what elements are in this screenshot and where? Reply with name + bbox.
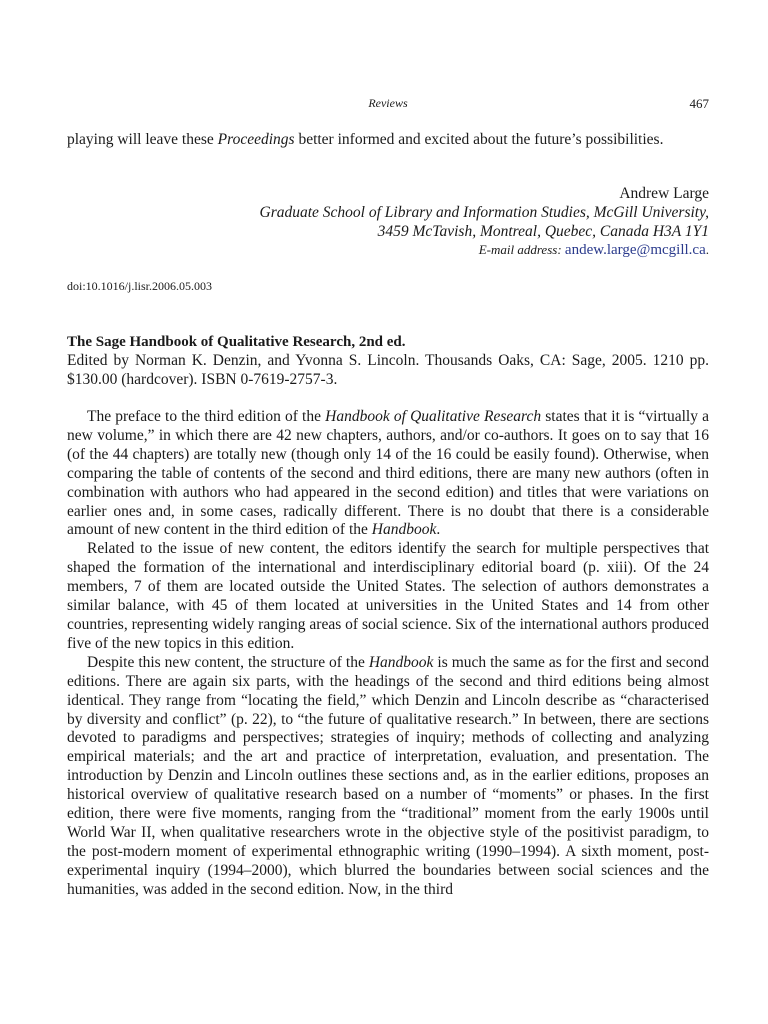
body-paragraph-2: Related to the issue of new content, the editors identify the search for multiple perspectives that shaped the formation of the international and interdisciplinary editorial board (p. xiii). Of the 24 members, 7 of them are located outside the United States. The selection of authors demonstrates a similar balance, with 45 of them located at universities in the United States and 14 from other countries, representing widely ranging areas of social science. Six of the international authors produced five of the new topics in this edition. (67, 540, 709, 652)
review-body (67, 408, 709, 900)
review-citation: Edited by Norman K. Denzin, and Yvonna S. Lincoln. Thousands Oaks, CA: Sage, 2005. 1210 pp. $130.00 (hardcover). ISBN 0-7619-2757-3. (67, 351, 709, 388)
journal-section-label: Reviews (368, 96, 408, 110)
italic-title: Handbook (371, 521, 437, 539)
reviewer-name: Andrew Large (619, 185, 709, 202)
text-run: is much the same as for the first and second editions. There are again six parts, with the headings of the second and third editions being almost identical. They range from “locating the field,” which Denzin and Lincoln describe as “characterised by diversity and conflict” (p. 22), to “the future of qualitative research.” In between, there are sections devoted to paradigms and perspectives; strategies of inquiry; methods of collecting and analyzing empirical materials; and the art and practice of interpretation, evaluation, and presentation. The introduction by Denzin and Lincoln outlines these sections and, as in the earlier editions, proposes an historical overview of qualitative research based on a number of “moments” or phases. In the first edition, there were five moments, ranging from the “traditional” moment from the early 1900s until World War II, when qualitative researchers wrote in the objective style of the positivist paradigm, to the post-modern moment of experimental ethnographic writing (1990–1994). A sixth moment, post-experimental inquiry (1994–2000), which blurred the boundaries between social sciences and the humanities, was added in the second edition. Now, in the third (67, 653, 709, 898)
email-link[interactable]: andew.large@mcgill.ca (564, 241, 706, 258)
reviewer-affiliation-line-1: Graduate School of Library and Information Studies, McGill University, (259, 203, 709, 221)
review-book-title: The Sage Handbook of Qualitative Research, 2nd ed. (67, 334, 406, 350)
carryover-italic: Proceedings (217, 131, 295, 148)
running-head (67, 96, 709, 112)
email-period: . (705, 241, 709, 257)
text-run: The preface to the third edition of the (87, 408, 326, 425)
page-number: 467 (689, 96, 709, 111)
review-header (67, 333, 709, 390)
carryover-paragraph (67, 131, 709, 150)
text-run: . (436, 521, 441, 539)
doi-line: doi:10.1016/j.lisr.2006.05.003 (67, 279, 213, 293)
email-label: E-mail address: (478, 241, 562, 257)
reviewer-signature (67, 185, 709, 258)
reviewer-affiliation-line-2: 3459 McTavish, Montreal, Quebec, Canada H3A 1Y1 (377, 222, 709, 240)
body-paragraph-3 (67, 654, 709, 900)
reviewer-email-line (67, 242, 709, 258)
body-paragraph-1 (67, 408, 709, 540)
text-run: Despite this new content, the structure of the (87, 653, 369, 671)
carryover-text-end: better informed and excited about the future’s possibilities. (294, 131, 664, 148)
italic-title: Handbook of Qualitative Research (325, 408, 542, 425)
carryover-text: playing will leave these (67, 131, 218, 148)
text-run: states that it is “virtually a new volume,” in which there are 42 new chapters, authors, and/or co-authors. It goes on to say that 16 (of the 44 chapters) are totally new (though only 14 of the 16 could be easily found). Otherwise, when comparing the table of contents of the second and third editions, there are many new authors (often in combination with authors who had appeared in the second edition) and titles that were variations on earlier ones and, in some cases, radically different. There is no doubt that there is a considerable amount of new content in the third edition of the (67, 408, 709, 539)
italic-title: Handbook (368, 653, 434, 671)
